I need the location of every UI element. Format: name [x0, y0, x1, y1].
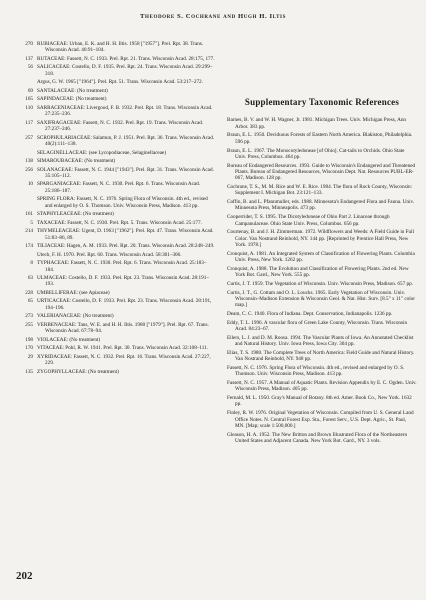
family-number: 255 [25, 321, 33, 328]
family-entry [15, 158, 215, 164]
reference-item: Finley, R. W. 1976. Original Vegetation of Wisconsin. Compiled from U. S. General Land Office Notes. N. Central Forest Exp. Sta., Forest Serv., U.S. Dept. Agric., St. Paul, MN. [Map; scale 1:500,000.] [227, 410, 414, 429]
family-number: 65 [27, 298, 33, 305]
reference-item: Fassett, N. C. 1957. A Manual of Aquatic Plants. Revision Appendix by E. C. Ogden. Univ. Wisconsin Press, Madison. 405 pp. [227, 380, 417, 393]
family-entry [15, 64, 215, 77]
family-entry [15, 41, 215, 54]
reference-item: Cochrane, T. S., M. M. Rice and W. E. Rice. 1984. The flora of Rock County, Wisconsin: Supplement I. Michigan Bot. 23:121–133. [227, 184, 413, 197]
family-entry [15, 252, 215, 258]
family-entry [15, 228, 215, 241]
family-entry [15, 260, 215, 273]
family-number: 198 [25, 336, 33, 343]
family-reference: URTICACEAE: Costello, D. F. 1933. Prel. Rpt. 23. Trans. Wisconsin Acad. 28:191, 194–196. [37, 298, 212, 311]
family-reference: SAPINDACEAE: (No treatment) [37, 96, 107, 103]
family-number: 5 [30, 219, 33, 226]
family-entry [15, 181, 215, 194]
family-entry [15, 56, 215, 62]
family-reference: TAXACEAE: Fassett, N. C. 1930. Prel. Rpt. 5. Trans. Wisconsin Acad. 25:177. [37, 219, 202, 226]
family-reference: TILIACEAE: Hagen, A. M. 1933. Prel. Rpt. 20. Trans. Wisconsin Acad. 28:248–249. [37, 243, 215, 250]
family-reference: SOLANACEAE: Fassett, N. C. 1944 ["1943"]. Prel. Rpt. 31. Trans. Wisconsin Acad. 35:105–112. [37, 166, 214, 179]
family-reference: RUTACEAE: Fassett, N. C. 1933. Prel. Rpt. 21. Trans. Wisconsin Acad. 28:175, 177. [37, 55, 215, 62]
family-entry [15, 290, 215, 296]
family-number: 110 [25, 104, 33, 111]
family-reference: XYRIDACEAE: Fassett, N. C. 1932. Prel. Rpt. 16. Trans. Wisconsin Acad. 27:227, 229. [37, 353, 211, 367]
reference-item: Cooperrider, T. S. 1995. The Dicotyledoneae of Ohio Part 2. Linaceae through Campanulaceae. Ohio State Univ. Press, Columbus. 656 pp. [227, 214, 390, 227]
family-reference: Argus, G. W. 1965 ["1964"]. Prel. Rpt. 51. Trans. Wisconsin Acad. 53:217–272. [37, 79, 203, 86]
reference-item: Cronquist, A. 1988. The Evolution and Classification of Flowering Plants. 2nd ed. New York Bot. Gard., New York. 555 pp. [227, 265, 409, 279]
reference-item: Curtis, J. T., G. Cottam and O. L. Loucks. 1965. Early Vegetation of Wisconsin. Univ. Wisconsin–Madison Extension & Wisconsin Geol. & Nat. Hist. Surv. [8.5" x 11" color map.] [227, 289, 415, 309]
family-reference: ZYGOPHYLLACEAE: (No treatment) [37, 368, 119, 375]
reference-list [227, 117, 417, 444]
family-number: 165 [25, 96, 33, 103]
family-reference: Utech, F. H. 1970. Prel. Rpt. 60. Trans. Wisconsin Acad. 58:301–306. [37, 251, 182, 258]
family-entry [15, 369, 215, 375]
family-entry [15, 135, 215, 148]
family-number: 174 [25, 243, 33, 250]
reference-item: Courtenay, B. and J. H. Zimmerman. 1972. Wildflowers and Weeds: A Field Guide in Full Color. Van Nostrand Reinhold, NY. 144 pp. [Reprinted by Prentice Hall Press, New York. 1978.] [227, 229, 415, 248]
family-reference: VIOLACEAE: (No treatment) [37, 336, 101, 343]
reference-item: Curtis, J. T. 1959. The Vegetation of Wisconsin. Univ. Wisconsin Press, Madison. 657 pp. [227, 280, 413, 287]
family-entry [15, 243, 215, 249]
family-reference: VALERIANACEAE: (No treatment) [37, 313, 114, 320]
family-number: 10 [27, 181, 33, 188]
family-entry [15, 337, 215, 343]
family-entry [15, 88, 215, 94]
left-column [15, 41, 215, 377]
right-column [227, 41, 417, 447]
family-entry [15, 354, 215, 367]
family-entry [15, 313, 215, 319]
family-entry [15, 105, 215, 118]
reference-item: Cronquist, A. 1981. An Integrated System of Classification of Flowering Plants. Columbia Univ. Press, New York. 1262 pp. [227, 250, 415, 263]
family-reference: SANTALACEAE: (No treatment) [37, 87, 108, 94]
family-reference: THYMELEACEAE: Ugent, D. 1963 ["1962"]. Prel. Rpt. 47. Trans. Wisconsin Acad. 51:83–86, 89. [37, 228, 214, 241]
family-entry [15, 275, 215, 288]
family-entry [15, 150, 215, 156]
page-number: 202 [16, 570, 33, 582]
reference-item: Bureau of Endangered Resources. 1993. Guide to Wisconsin's Endangered and Threatened Plants. Bureau of Endangered Resources, Wisconsin Dept. Nat. Resources PUBL-ER-067, Madison. 128 pp. [227, 162, 416, 182]
family-number: 270 [25, 41, 33, 47]
reference-item: Braun, E. L. 1950. Deciduous Forests of Eastern North America. Blakiston, Philadelphia. 596 pp. [227, 132, 413, 145]
family-reference: SPRING FLORA: Fassett, N. C. 1976. Spring Flora of Wisconsin. 4th ed., revised and enlarged by O. S. Thomson. Univ. Wisconsin Press, Madison. 413 pp. [37, 196, 208, 209]
family-entry [15, 167, 215, 180]
family-reference: STAPHYLEACEAE: (No treatment) [37, 211, 114, 218]
family-reference: SARRACENIACEAE: Livergood, F. B. 1932. Prel. Rpt. 18. Trans. Wisconsin Acad. 27:235–236. [37, 104, 213, 118]
reference-item: Braun, E. L. 1967. The Monocotyledoneae [of Ohio]. Cat-tails to Orchids. Ohio State Univ. Press, Columbus. 464 pp. [227, 147, 405, 160]
reference-item: Fassett, N. C. 1976. Spring Flora of Wisconsin. 4th ed., revised and enlarged by O. S. Thomson. Univ. Wisconsin Press, Madison. 413 pp. [227, 364, 405, 378]
family-reference: VERBENACEAE: Tans, W. E. and H. H. Iltis. 1980 ["1979"]. Prel. Rpt. 67. Trans. Wisconsin Acad. 67:78–94. [37, 321, 209, 335]
family-entry [15, 79, 215, 85]
family-reference: UMBELLIFERAE: (see Apiaceae) [37, 289, 110, 296]
family-number: 63 [27, 275, 33, 282]
family-number: 69 [27, 87, 33, 94]
family-entry [15, 120, 215, 133]
family-reference: RUBIACEAE: Urban, E. K. and H. H. Iltis. 1958 ["1957"]. Prel. Rpt. 38. Trans. Wisconsin Acad. 46:91–104. [37, 41, 204, 54]
family-entry [15, 322, 215, 335]
reference-item: Eddy, T. L. 1996. A vascular flora of Green Lake County, Wisconsin. Trans. Wisconsin Acad. 84:23–67. [227, 319, 408, 333]
reference-item: Gleason, H. A. 1952. The New Britton and Brown Illustrated Flora of the Northeastern United States and Adjacent Canada. New York Bot. Gard., NY. 3 vols. [227, 431, 408, 444]
family-number: 8 [30, 260, 33, 267]
family-reference: SCROPHULARIACEAE: Salamun, P. J. 1951. Prel. Rpt. 36. Trans. Wisconsin Acad. 40(2):111–138. [37, 134, 215, 147]
section-title: Supplementary Taxonomic References [244, 97, 400, 107]
family-reference: SIMAROUBACEAE: (No treatment) [37, 158, 116, 165]
reference-item: Fernald, M. L. 1950. Gray's Manual of Botany. 8th ed. Amer. Book Co., New York. 1632 pp. [227, 395, 412, 408]
reference-item: Eilers, L. J. and D. M. Roosa. 1994. The Vascular Plants of Iowa. An Annotated Checklist and Natural History. Univ. Iowa Press, Iowa City. 304 pp. [227, 334, 414, 348]
family-reference: TYPHACEAE: Fassett, N. C. 1930. Prel. Rpt. 6. Trans. Wisconsin Acad. 25:183–184. [37, 260, 207, 273]
family-reference: VITACEAE: Pohl, R. W. 1941. Prel. Rpt. 30. Trans. Wisconsin Acad. 32:108–111. [37, 345, 209, 352]
running-header: Theodore S. Cochrane and Hugh H. Iltis [140, 13, 286, 20]
family-number: 273 [25, 313, 33, 320]
family-reference: SALICACEAE: Costello, D. F. 1935. Prel. Rpt. 24. Trans. Wisconsin Acad. 29:299–318. [37, 64, 213, 77]
family-number: 29 [27, 353, 33, 360]
family-entry [15, 345, 215, 351]
family-number: 228 [25, 289, 33, 296]
family-number: 137 [25, 55, 33, 62]
family-entry [15, 196, 215, 209]
family-number: 117 [25, 119, 33, 126]
family-entry [15, 298, 215, 311]
family-reference: SPARGANIACEAE: Fassett, N. C. 1930. Prel. Rpt. 6. Trans. Wisconsin Acad. 25:186–187. [37, 181, 201, 194]
family-number: 135 [25, 368, 33, 375]
reference-item: Coffin, B. and L. Pfannmuller, eds. 1988. Minnesota's Endangered Flora and Fauna. Univ. Minnesota Press, Minneapolis. 473 pp. [227, 199, 415, 212]
family-entry [15, 220, 215, 226]
family-number: 138 [25, 158, 33, 165]
reference-item: Deam, C. C. 1940. Flora of Indiana. Dept. Conservation, Indianapolis. 1236 pp. [227, 310, 393, 317]
family-reference: SELAGINELLACEAE: (see Lycopodiaceae, Selaginellaceae) [37, 149, 167, 156]
family-number: 161 [25, 211, 33, 218]
family-entry [15, 211, 215, 217]
family-number: 56 [27, 64, 33, 71]
family-reference: ULMACEAE: Costello, D. F. 1933. Prel. Rpt. 23. Trans. Wisconsin Acad. 28:191–193. [37, 275, 209, 288]
family-entry [15, 96, 215, 102]
reference-item: Elias, T. S. 1980. The Complete Trees of North America: Field Guide and Natural History. Van Nostrand Reinhold, NY. 948 pp. [227, 349, 415, 363]
reference-item: Barnes, B. V. and W. H. Wagner, Jr. 1981. Michigan Trees. Univ. Michigan Press, Ann Arbor. 383 pp. [227, 117, 407, 130]
family-number: 256 [25, 166, 33, 173]
family-number: 170 [25, 345, 33, 352]
family-reference: SAXIFRAGACEAE: Fassett, N. C. 1932. Prel. Rpt. 19. Trans. Wisconsin Acad. 27:237–246. [37, 119, 204, 133]
family-number: 257 [25, 134, 33, 141]
family-number: 214 [25, 228, 33, 235]
